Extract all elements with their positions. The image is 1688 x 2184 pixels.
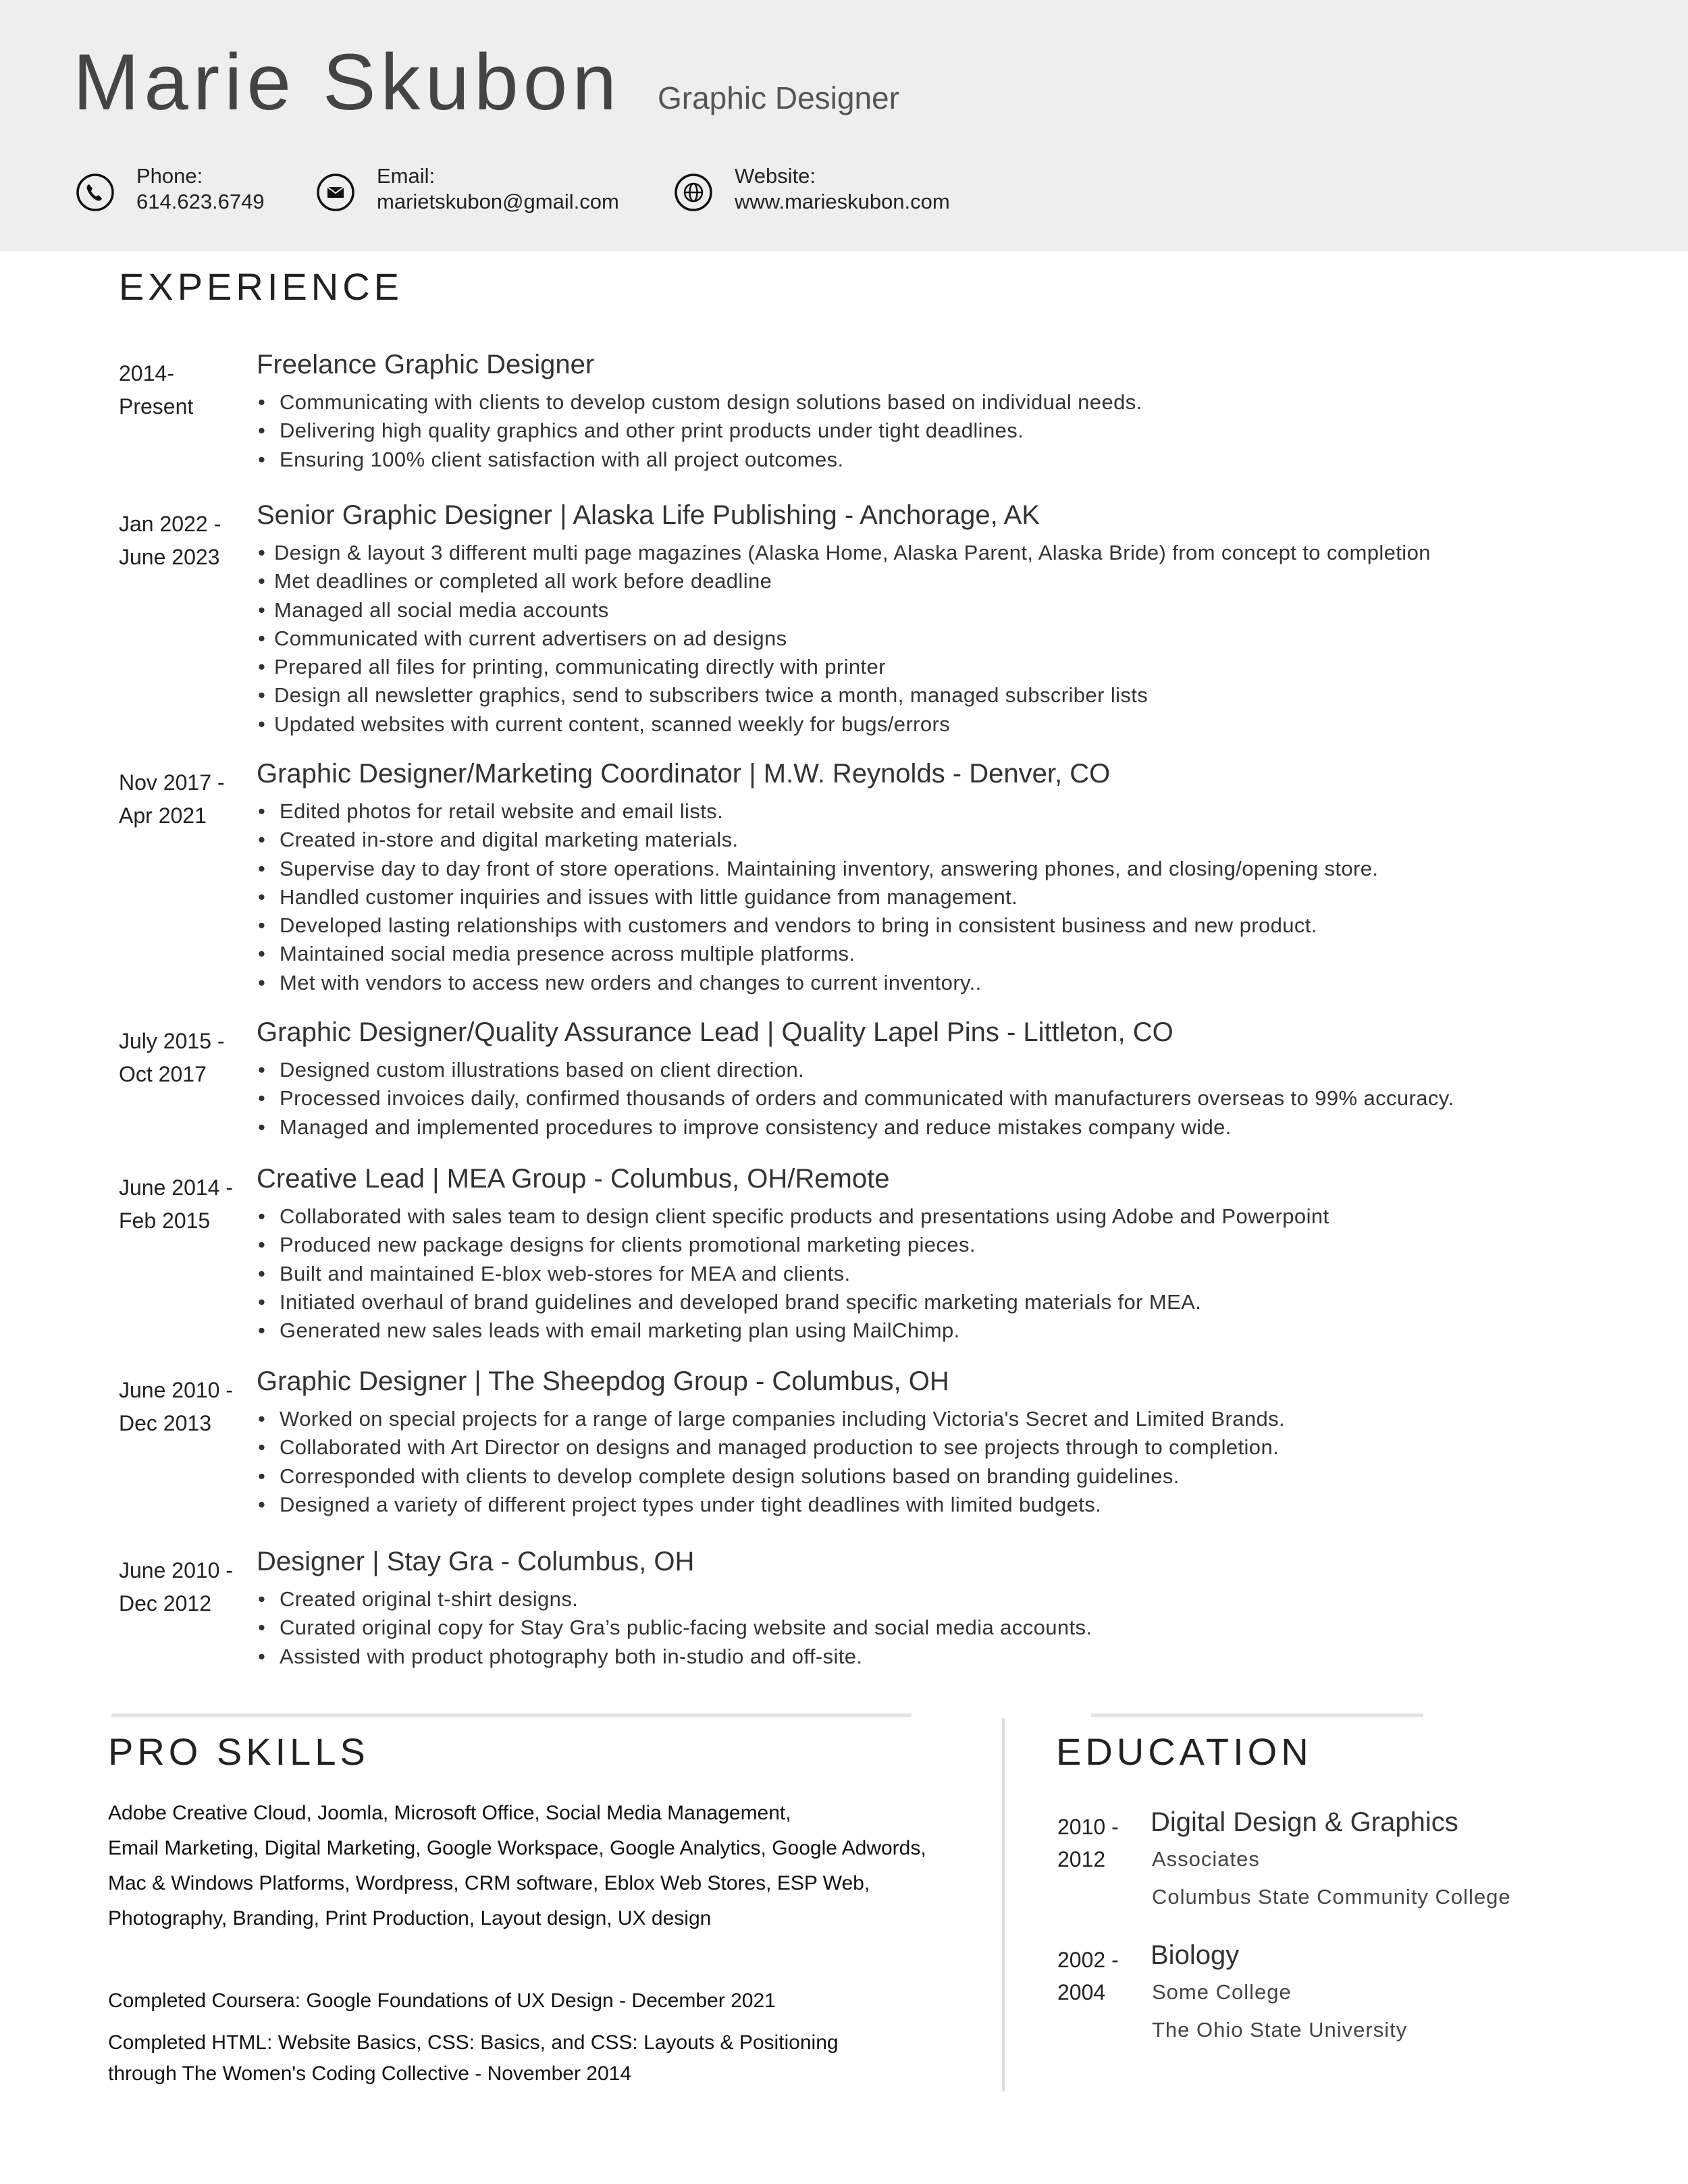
job-bullet: • Designed a variety of different project types under tight deadlines with limited budgets.: [257, 1491, 1285, 1519]
job-date-start: June 2014 -: [119, 1175, 234, 1200]
education-school: Columbus State Community College: [1152, 1885, 1511, 1909]
job-bullet: • Processed invoices daily, confirmed thousands of orders and communicated with manufacturers overseas to 99% accuracy.: [257, 1084, 1454, 1113]
education-level: Some College: [1152, 1980, 1292, 2004]
contact-email-value[interactable]: marietskubon@gmail.com: [377, 190, 619, 213]
job-bullet: • Worked on special projects for a range of large companies including Victoria's Secret and Limited Brands.: [257, 1405, 1285, 1433]
education-degree: Biology: [1151, 1940, 1240, 1970]
job-bullets: [257, 388, 1142, 474]
contact-website-label: Website:: [735, 164, 816, 188]
job-date-start: Nov 2017 -: [119, 770, 225, 795]
email-icon: [316, 173, 355, 212]
job-title: Senior Graphic Designer | Alaska Life Publishing - Anchorage, AK: [257, 500, 1040, 530]
job-bullets: [257, 539, 1431, 739]
job-bullet: • Generated new sales leads with email marketing plan using MailChimp.: [257, 1316, 1329, 1345]
job-dates: [119, 508, 254, 574]
job-bullet: • Communicating with clients to develop custom design solutions based on individual needs.: [257, 388, 1142, 417]
job-title: Graphic Designer | The Sheepdog Group - Columbus, OH: [257, 1366, 949, 1396]
education-degree: Digital Design & Graphics: [1151, 1807, 1458, 1837]
job-bullet: • Corresponded with clients to develop complete design solutions based on branding guidelines.: [257, 1462, 1285, 1491]
job-dates: [119, 1554, 254, 1620]
job-bullet: • Design & layout 3 different multi page magazines (Alaska Home, Alaska Parent, Alaska Bride) from concept to completion: [257, 539, 1431, 567]
job-date-end: Feb 2015: [119, 1208, 211, 1233]
job-dates: [119, 357, 254, 423]
job-date-start: June 2010 -: [119, 1558, 234, 1582]
job-date-end: Apr 2021: [119, 803, 207, 828]
candidate-name: Marie Skubon: [73, 38, 622, 127]
skills-top-divider: [111, 1713, 912, 1717]
job-dates: [119, 1171, 254, 1237]
contact-website-value[interactable]: www.marieskubon.com: [735, 190, 950, 213]
contact-website: [674, 162, 1038, 223]
job-bullet: • Ensuring 100% client satisfaction with all project outcomes.: [257, 446, 1142, 474]
globe-icon: [674, 173, 713, 212]
skills-line: Adobe Creative Cloud, Joomla, Microsoft Office, Social Media Management,: [108, 1802, 791, 1824]
phone-icon: [76, 173, 115, 212]
header-band: [0, 0, 1688, 251]
job-bullet: • Supervise day to day front of store operations. Maintaining inventory, answering phones, and closing/opening store.: [257, 855, 1378, 883]
education-dates: [1057, 1811, 1119, 1875]
education-top-divider: [1091, 1713, 1423, 1717]
education-date-start: 2010 -: [1057, 1815, 1119, 1839]
education-dates: [1057, 1944, 1119, 2008]
job-bullets: [257, 1202, 1329, 1345]
certification-line: Completed HTML: Website Basics, CSS: Basics, and CSS: Layouts & Positioning: [108, 2031, 839, 2054]
job-bullet: • Managed all social media accounts: [257, 596, 1431, 624]
education-date-start: 2002 -: [1057, 1948, 1119, 1972]
job-bullet: • Created original t-shirt designs.: [257, 1585, 1092, 1614]
job-bullet: • Edited photos for retail website and email lists.: [257, 797, 1378, 826]
education-level: Associates: [1152, 1847, 1260, 1871]
contact-phone-value[interactable]: 614.623.6749: [136, 190, 265, 213]
job-bullet: • Handled customer inquiries and issues with little guidance from management.: [257, 883, 1378, 911]
job-bullet: • Communicated with current advertisers on ad designs: [257, 624, 1431, 653]
job-date-end: Oct 2017: [119, 1062, 207, 1086]
job-dates: [119, 1025, 254, 1091]
contact-email: [316, 162, 667, 223]
job-date-end: June 2023: [119, 545, 220, 569]
job-date-end: Present: [119, 394, 194, 419]
contact-phone-label: Phone:: [136, 164, 203, 188]
education-date-end: 2012: [1057, 1847, 1106, 1871]
job-date-end: Dec 2013: [119, 1411, 211, 1435]
skills-list: [108, 1796, 986, 1936]
job-bullet: • Initiated overhaul of brand guidelines and developed brand specific marketing materials for MEA.: [257, 1288, 1329, 1316]
job-title: Designer | Stay Gra - Columbus, OH: [257, 1547, 695, 1576]
contact-email-label: Email:: [377, 164, 436, 188]
job-bullets: [257, 1405, 1285, 1519]
job-dates: [119, 766, 254, 832]
skills-line: Photography, Branding, Print Production, Layout design, UX design: [108, 1907, 712, 1929]
job-bullets: [257, 1056, 1454, 1142]
job-date-start: 2014-: [119, 361, 174, 385]
job-date-start: June 2010 -: [119, 1378, 234, 1402]
column-divider: [1002, 1718, 1005, 2091]
job-bullets: [257, 1585, 1092, 1671]
certification-html-css: [108, 2027, 986, 2089]
job-dates: [119, 1374, 254, 1440]
job-title: Graphic Designer/Marketing Coordinator | M.W. Reynolds - Denver, CO: [257, 759, 1111, 789]
education-school: The Ohio State University: [1152, 2018, 1408, 2042]
skills-line: Email Marketing, Digital Marketing, Google Workspace, Google Analytics, Google Adwords,: [108, 1837, 926, 1859]
job-bullet: • Updated websites with current content, scanned weekly for bugs/errors: [257, 710, 1431, 739]
certification-coursera: Completed Coursera: Google Foundations of UX Design - December 2021: [108, 1990, 776, 2012]
skills-heading: PRO SKILLS: [108, 1730, 369, 1773]
job-bullet: • Created in-store and digital marketing materials.: [257, 826, 1378, 854]
skills-line: Mac & Windows Platforms, Wordpress, CRM software, Eblox Web Stores, ESP Web,: [108, 1872, 870, 1894]
job-bullet: • Design all newsletter graphics, send to subscribers twice a month, managed subscriber lists: [257, 681, 1431, 710]
job-bullet: • Maintained social media presence across multiple platforms.: [257, 940, 1378, 968]
job-bullet: • Delivering high quality graphics and other print products under tight deadlines.: [257, 417, 1142, 445]
job-bullet: • Managed and implemented procedures to improve consistency and reduce mistakes company wide.: [257, 1113, 1454, 1142]
job-bullet: • Collaborated with Art Director on designs and managed production to see projects through to completion.: [257, 1433, 1285, 1462]
education-date-end: 2004: [1057, 1980, 1106, 2004]
job-bullet: • Prepared all files for printing, communicating directly with printer: [257, 653, 1431, 681]
education-heading: EDUCATION: [1056, 1730, 1313, 1773]
job-bullet: • Collaborated with sales team to design client specific products and presentations using Adobe and Powerpoint: [257, 1202, 1329, 1231]
experience-heading: EXPERIENCE: [119, 265, 403, 308]
job-bullet: • Produced new package designs for clients promotional marketing pieces.: [257, 1231, 1329, 1259]
job-title: Freelance Graphic Designer: [257, 350, 595, 379]
job-title: Creative Lead | MEA Group - Columbus, OH/Remote: [257, 1164, 890, 1194]
certification-line: through The Women's Coding Collective - November 2014: [108, 2062, 632, 2085]
job-bullet: • Met deadlines or completed all work before deadline: [257, 567, 1431, 595]
job-date-end: Dec 2012: [119, 1591, 211, 1616]
job-bullet: • Developed lasting relationships with customers and vendors to bring in consistent business and new product.: [257, 911, 1378, 940]
job-bullet: • Met with vendors to access new orders and changes to current inventory..: [257, 969, 1378, 997]
job-title: Graphic Designer/Quality Assurance Lead | Quality Lapel Pins - Littleton, CO: [257, 1017, 1173, 1047]
job-date-start: July 2015 -: [119, 1029, 225, 1053]
job-date-start: Jan 2022 -: [119, 512, 221, 536]
job-bullet: • Designed custom illustrations based on client direction.: [257, 1056, 1454, 1084]
job-bullet: • Curated original copy for Stay Gra’s public-facing website and social media accounts.: [257, 1614, 1092, 1642]
candidate-role: Graphic Designer: [658, 80, 899, 115]
job-bullet: • Built and maintained E-blox web-stores for MEA and clients.: [257, 1260, 1329, 1288]
job-bullet: • Assisted with product photography both in-studio and off-site.: [257, 1643, 1092, 1671]
contact-phone: [76, 162, 298, 223]
job-bullets: [257, 797, 1378, 997]
